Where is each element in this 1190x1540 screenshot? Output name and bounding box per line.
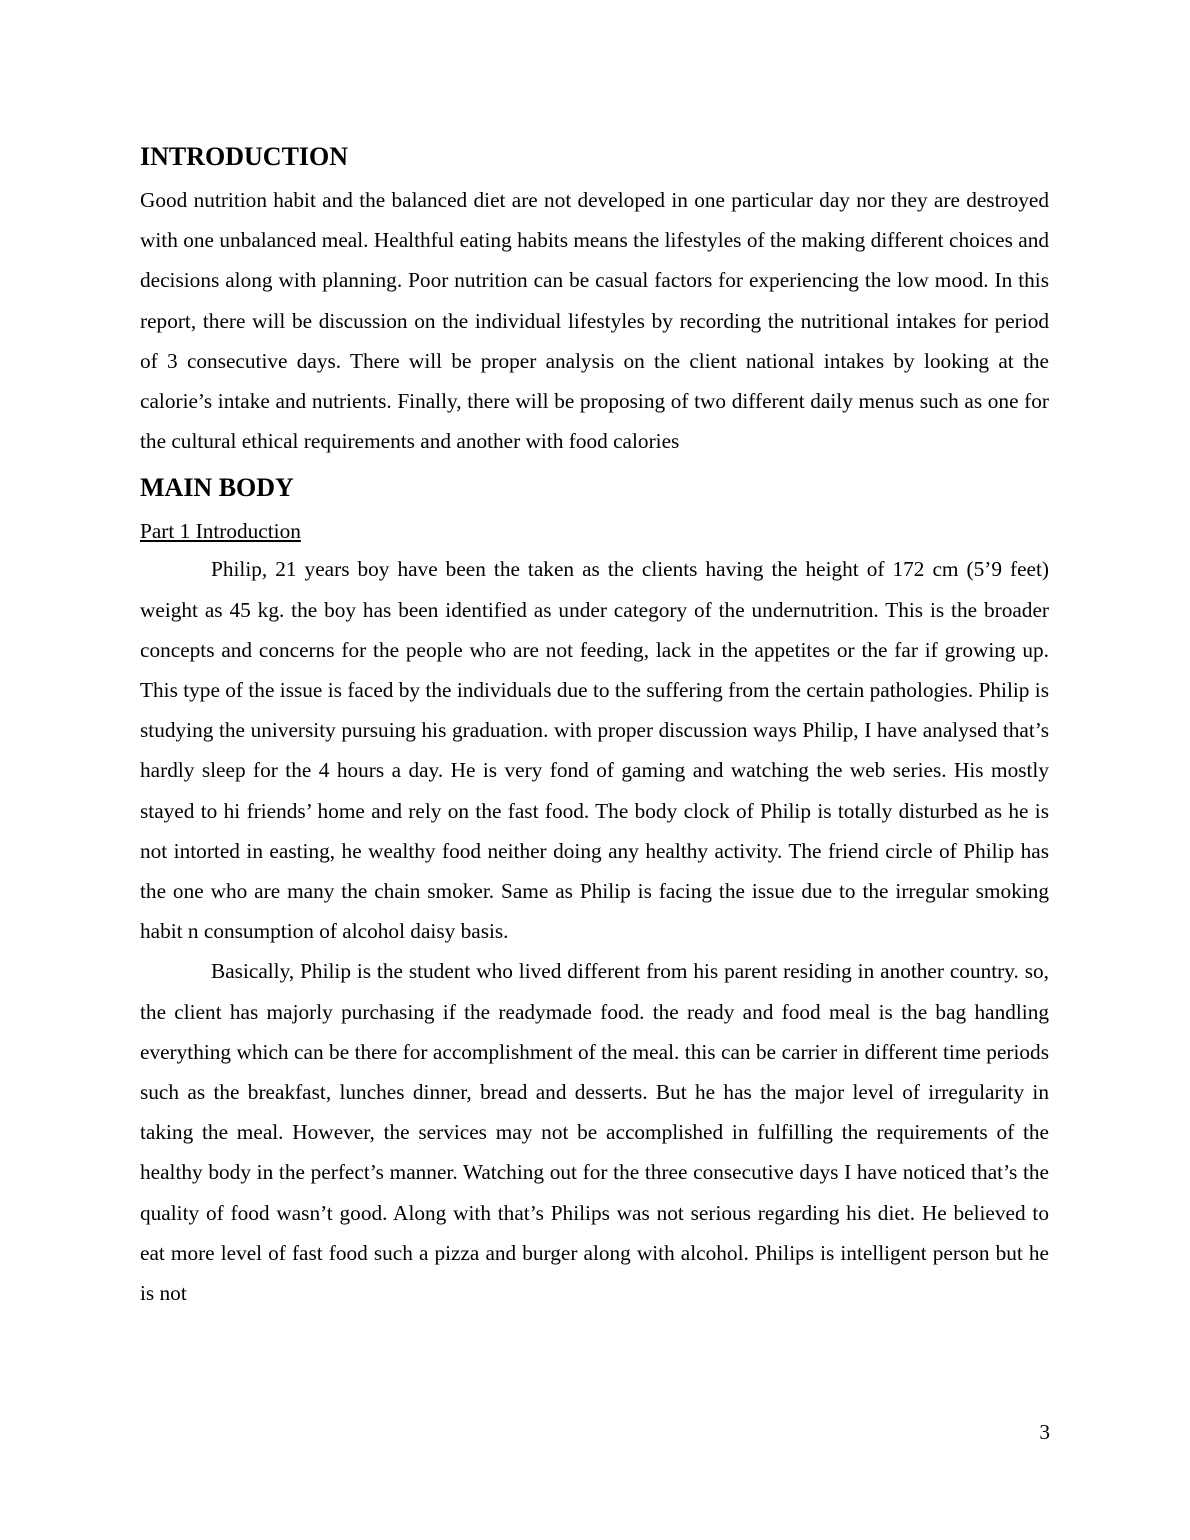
introduction-paragraph: Good nutrition habit and the balanced diet are not developed in one particular day nor they are destroyed with one unbalanced meal. Healthful eating habits means the lifestyles of the making different choices and decisions along with planning. Poor nutrition can be casual factors for experiencing the low mood. In this report, there will be discussion on the individual lifestyles by recording the nutritional intakes for period of 3 consecutive days. There will be proper analysis on the client national intakes by looking at the calorie’s intake and nutrients. Finally, there will be proposing of two different daily menus such as one for the cultural ethical requirements and another with food calories [140,188,1049,454]
main-body-paragraph-1: Philip, 21 years boy have been the taken as the clients having the height of 172 cm (5’9 feet) weight as 45 kg. the boy has been identified as under category of the undernutrition. This is the broader concepts and concerns for the people who are not feeding, lack in the appetites or the far if growing up. This type of the issue is faced by the individuals due to the suffering from the certain pathologies. Philip is studying the university pursuing his graduation. with proper discussion ways Philip, I have analysed that’s hardly sleep for the 4 hours a day. He is very fond of gaming and watching the web series. His mostly stayed to hi friends’ home and rely on the fast food. The body clock of Philip is totally disturbed as he is not intorted in easting, he wealthy food neither doing any healthy activity. The friend circle of Philip has the one who are many the chain smoker. Same as Philip is facing the issue due to the irregular smoking habit n consumption of alcohol daisy basis. [140,557,1049,944]
main-body-heading: MAIN BODY [140,473,294,503]
part-1-subheading: Part 1 Introduction [140,519,301,544]
page-content [140,140,1049,1313]
introduction-heading: INTRODUCTION [140,142,349,171]
page-number: 3 [1039,1420,1050,1444]
spacer [140,505,1049,515]
spacer [140,461,1049,471]
main-body-paragraph-2: Basically, Philip is the student who lived different from his parent residing in another country. so, the client has majorly purchasing if the readymade food. the ready and food meal is the bag handling everything which can be there for accomplishment of the meal. this can be carrier in different time periods such as the breakfast, lunches dinner, bread and desserts. But he has the major level of irregularity in taking the meal. However, the services may not be accomplished in fulfilling the requirements of the healthy body in the perfect’s manner. Watching out for the three consecutive days I have noticed that’s the quality of food wasn’t good. Along with that’s Philips was not serious regarding his diet. He believed to eat more level of fast food such a pizza and burger along with alcohol. Philips is intelligent person but he is not [140,959,1049,1306]
